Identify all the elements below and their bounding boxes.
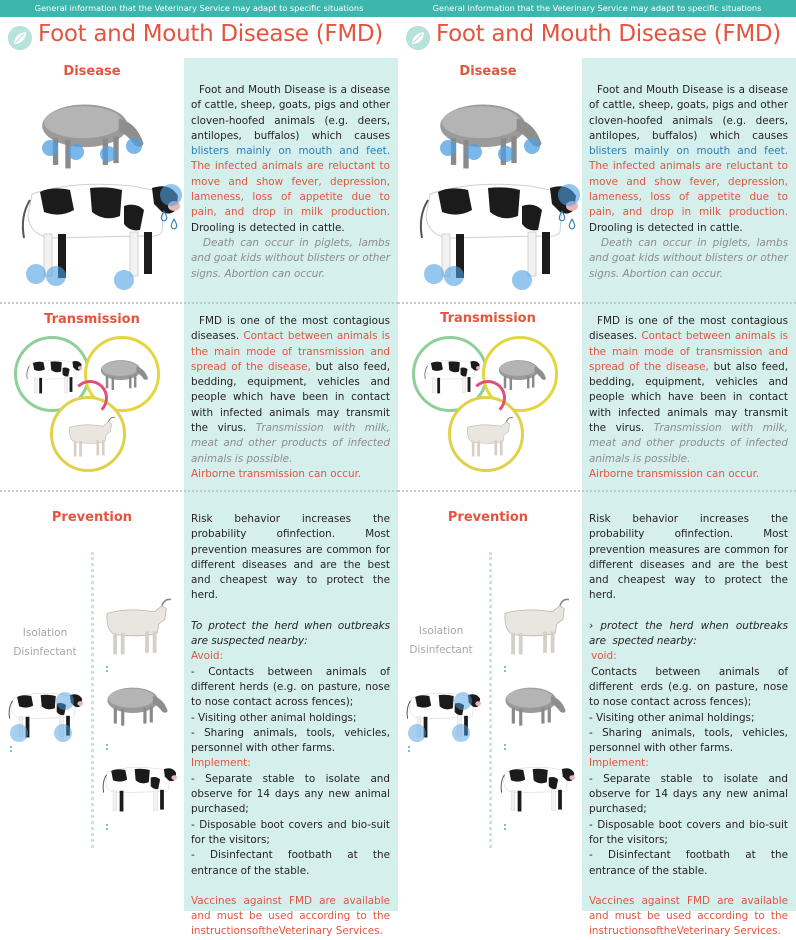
avoid-label: void: (589, 650, 617, 663)
divider (398, 302, 796, 304)
transmission-text-a: FMD is one of the most contagious diseases. (589, 315, 788, 343)
drool-drop-icon (558, 210, 566, 222)
goat-illustration (496, 596, 572, 658)
disease-text-italic: Death can occur in piglets, lambs and goat kids without blisters or other signs. Abortion can occur. (589, 236, 788, 280)
isolation-label: Isolation (418, 625, 464, 637)
page-left (0, 0, 398, 938)
lesion-marker (100, 146, 116, 162)
venn-overlap (470, 380, 506, 416)
disease-text (191, 83, 390, 282)
lesion-marker (46, 266, 66, 286)
vaccines-note: Vaccines against FMD are available and must be used according to the instructionsoftheVeterinary Services. (589, 894, 788, 938)
venn-illustration (14, 336, 164, 476)
lesion-marker (42, 140, 58, 156)
isolation-label: Isolation (22, 627, 68, 639)
footbath-marker (10, 724, 28, 742)
lesion-marker (68, 144, 84, 160)
mouth-blister-marker (558, 184, 580, 206)
lesion-marker (466, 144, 482, 160)
implement-item: - Separate stable to isolate and observe for 14 days any new animal purchased; (191, 772, 390, 816)
lesion-marker (454, 692, 472, 710)
topbar: General information that the Veterinary Service may adapt to specific situations (0, 0, 398, 17)
sheep-illustration (420, 92, 560, 172)
disease-text-italic: Death can occur in piglets, lambs and goat kids without blisters or other signs. Abortion can occur. (191, 236, 390, 280)
title-row (0, 18, 398, 58)
topbar: General information that the Veterinary Service may adapt to specific situations (398, 0, 796, 17)
isolation-pen-marker (504, 666, 574, 672)
isolation-pen-marker (504, 744, 574, 750)
implement-label: Implement: (191, 757, 251, 770)
isolation-pen-marker (106, 744, 176, 750)
transmission-text-orange: Contact between animals is the main mode of transmission and spread of the disease, (589, 330, 788, 373)
prevention-heading: Prevention (51, 510, 133, 525)
disease-text-orange: The infected animals are reluctant to move and show fever, depression, lameness, loss of appetite due to pain, and drop in milk production. (589, 160, 788, 219)
prevention-outbreak: To protect the herd when outbreaks are suspected nearby: (191, 619, 390, 648)
transmission-text-grey: Transmission with milk, meat and other products of infected animals is possible. (589, 422, 788, 465)
lesion-marker (498, 146, 514, 162)
divider (0, 302, 398, 304)
disease-text-blue: blisters mainly on mouth and feet. (589, 145, 788, 158)
transmission-text-b: but also feed, bedding, equipment, vehicles and people which have been in contact with infected animals may transmit the virus. (589, 360, 788, 435)
avoid-item: Contacts between animals of different erds (e.g. on pasture, nose to nose contact across fences); (589, 665, 788, 709)
footbath-marker (452, 724, 470, 742)
disinfectant-mat (10, 746, 76, 752)
avoid-item: - Contacts between animals of different herds (e.g. on pasture, nose to nose contact across fences); (191, 665, 390, 709)
goat-illustration (98, 596, 174, 658)
transmission-heading: Transmission (44, 312, 140, 327)
sheep-illustration (22, 92, 162, 172)
transmission-heading: Transmission (440, 311, 536, 326)
drool-drop-icon (160, 210, 168, 222)
cow-herd-illustration (402, 684, 482, 746)
lesion-marker (512, 270, 532, 290)
avoid-item: - Visiting other animal holdings; (191, 711, 357, 724)
avoid-label: Avoid: (191, 650, 223, 663)
disease-text-b: Drooling is detected in cattle. (589, 221, 743, 234)
disease-text-blue: blisters mainly on mouth and feet. (191, 145, 390, 158)
dotted-fence (91, 552, 94, 848)
venn-overlap (72, 380, 108, 416)
prevention-text (191, 512, 390, 940)
sheep-isolation-illustration (100, 678, 174, 734)
cow-herd-illustration (4, 684, 84, 746)
lesion-marker (524, 138, 540, 154)
disease-text-orange: The infected animals are reluctant to move and show fever, depression, lameness, loss of appetite due to pain, and drop in milk production. (191, 160, 390, 219)
lesion-marker (424, 264, 444, 284)
disease-text-b: Drooling is detected in cattle. (191, 221, 345, 234)
lesion-marker (26, 264, 46, 284)
implement-item: - Disposable boot covers and bio-suit for the visitors; (191, 818, 390, 846)
implement-item: - Disinfectant footbath at the entrance of the stable. (191, 849, 390, 877)
lesion-marker (56, 692, 74, 710)
mouth-blister-marker (160, 184, 182, 206)
transmission-text (191, 314, 390, 482)
page-title: Foot and Mouth Disease (FMD) (436, 21, 781, 47)
transmission-text (589, 314, 788, 482)
transmission-text-orange: Contact between animals is the main mode of transmission and spread of the disease, (191, 330, 390, 373)
disease-heading: Disease (459, 64, 517, 79)
isolation-pen-marker (106, 666, 176, 672)
transmission-text-grey: Transmission with milk, meat and other products of infected animals is possible. (191, 422, 390, 465)
transmission-text-b: but also feed, bedding, equipment, vehicles and people which have been in contact with infected animals may transmit the virus. (191, 360, 390, 435)
implement-item: - Disinfectant footbath at the entrance of the stable. (589, 849, 788, 877)
disease-text-a: Foot and Mouth Disease is a disease of cattle, sheep, goats, pigs and other cloven-hoofed animals (e.g. deers, antilopes, buffalos) which causes (191, 84, 390, 142)
venn-illustration (412, 336, 562, 476)
avoid-item: - Visiting other animal holdings; (589, 711, 755, 724)
page-right (398, 0, 796, 938)
disinfectant-label: Disinfectant (409, 644, 473, 656)
sheep-isolation-illustration (498, 678, 572, 734)
cow-illustration (12, 166, 182, 290)
disease-heading: Disease (63, 64, 121, 79)
lesion-marker (444, 266, 464, 286)
leaf-icon (406, 26, 430, 50)
isolation-pen-marker (106, 824, 176, 830)
prevention-intro: Risk behavior increases the probability ofinfection. Most prevention measures are common for different diseases and are the best and cheapest way to protect the herd. (191, 513, 390, 602)
disease-text (589, 83, 788, 282)
disinfectant-label: Disinfectant (13, 646, 77, 658)
drool-drop-icon (170, 218, 178, 230)
transmission-text-a: FMD is one of the most contagious diseases. (191, 315, 390, 343)
implement-label: Implement: (589, 757, 649, 770)
disinfectant-mat (408, 746, 474, 752)
prevention-outbreak: › protect the herd when outbreaks are spected nearby: (589, 619, 788, 648)
cow-isolation-illustration (98, 758, 178, 816)
avoid-item: - Sharing animals, tools, vehicles, personnel with other farms. (191, 726, 390, 755)
drool-drop-icon (568, 218, 576, 230)
cow-isolation-illustration (496, 758, 576, 816)
avoid-item: - Sharing animals, tools, vehicles, personnel with other farms. (589, 726, 788, 755)
page-title: Foot and Mouth Disease (FMD) (38, 21, 383, 47)
prevention-heading: Prevention (447, 510, 529, 525)
transmission-airborne: Airborne transmission can occur. (191, 467, 362, 480)
footbath-marker (408, 724, 426, 742)
prevention-text (589, 512, 788, 940)
divider (398, 490, 796, 492)
transmission-airborne: Airborne transmission can occur. (589, 467, 760, 480)
prevention-intro: Risk behavior increases the probability ofinfection. Most prevention measures are common for different diseases and are the best and cheapest way to protect the herd. (589, 513, 788, 602)
implement-item: - Separate stable to isolate and observe for 14 days any new animal purchased; (589, 772, 788, 816)
lesion-marker (440, 140, 456, 156)
leaf-icon (8, 26, 32, 50)
implement-item: - Disposable boot covers and bio-suit for the visitors; (589, 818, 788, 846)
isolation-pen-marker (504, 824, 574, 830)
disease-text-a: Foot and Mouth Disease is a disease of cattle, sheep, goats, pigs and other cloven-hoofed animals (e.g. deers, antilopes, buffalos) which causes (589, 84, 788, 142)
vaccines-note: Vaccines against FMD are available and must be used according to the instructionsoftheVeterinary Services. (191, 894, 390, 938)
cow-illustration (410, 166, 580, 290)
dotted-fence (489, 552, 492, 848)
footbath-marker (54, 724, 72, 742)
lesion-marker (114, 270, 134, 290)
divider (0, 490, 398, 492)
lesion-marker (126, 138, 142, 154)
title-row (398, 18, 796, 58)
